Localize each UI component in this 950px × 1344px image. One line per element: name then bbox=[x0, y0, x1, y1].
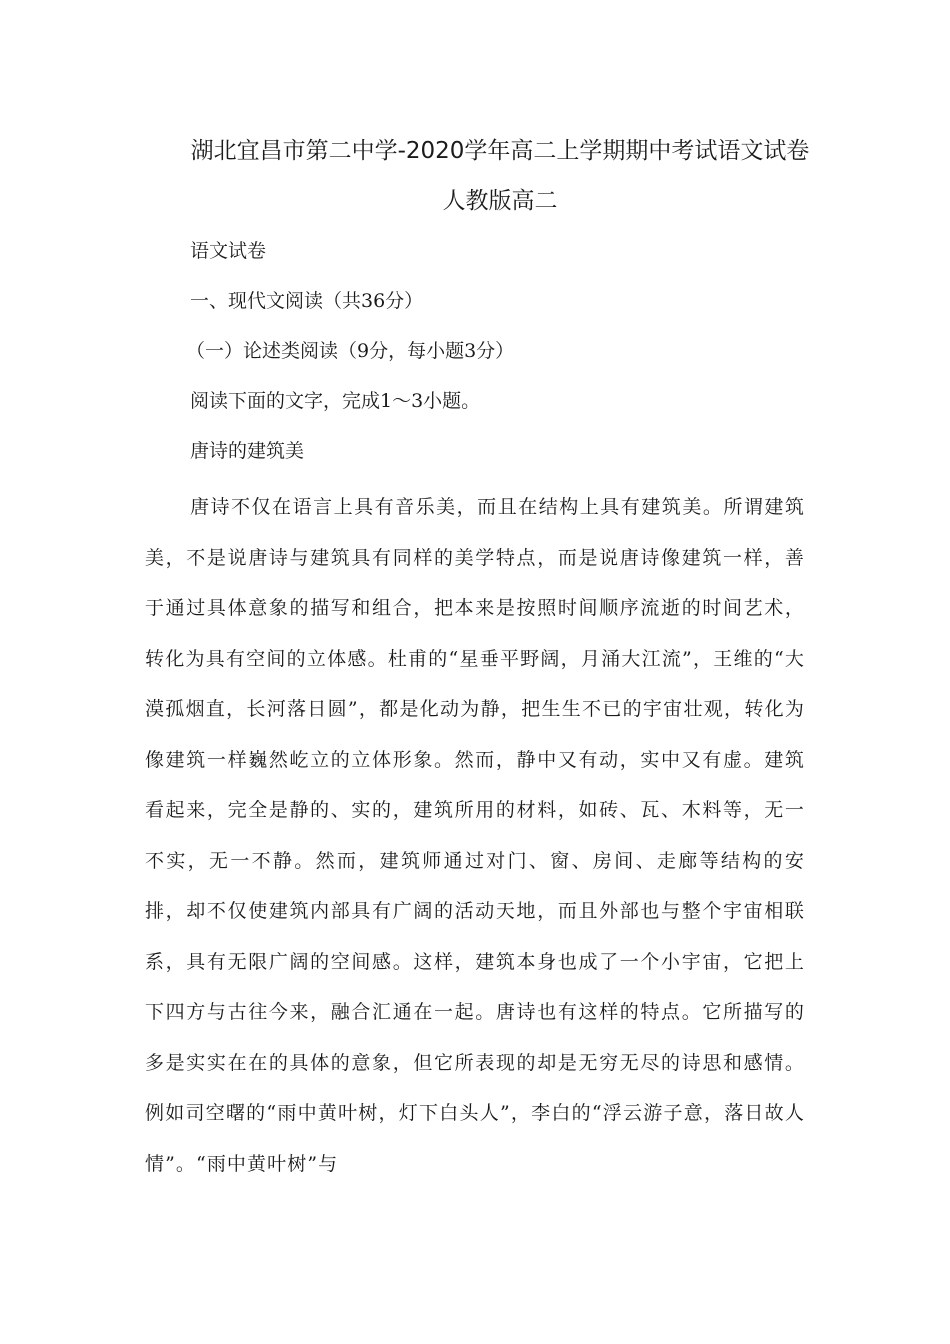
article-title: 唐诗的建筑美 bbox=[190, 440, 305, 462]
reading-instruction: 阅读下面的文字，完成1～3小题。 bbox=[190, 390, 481, 412]
section-heading: 一、现代文阅读（共36分） bbox=[190, 290, 424, 312]
article-paragraph: 唐诗不仅在语言上具有音乐美，而且在结构上具有建筑美。所谓建筑美，不是说唐诗与建筑具有同样的美学特点，而是说唐诗像建筑一样，善于通过具体意象的描写和组合，把本来是按照时间顺序流逝的时间艺术，转化为具有空间的立体感。杜甫的“星垂平野阔，月涌大江流”，王维的“大漠孤烟直，长河落日圆”，都是化动为静，把生生不已的宇宙壮观，转化为像建筑一样巍然屹立的立体形象。然而，静中又有动，实中又有虚。建筑看起来，完全是静的、实的，建筑所用的材料，如砖、瓦、木料等，无一不实，无一不静。然而，建筑师通过对门、窗、房间、走廊等结构的安排，却不仅使建筑内部具有广阔的活动天地，而且外部也与整个宇宙相联系，具有无限广阔的空间感。这样，建筑本身也成了一个小宇宙，它把上下四方与古往今来，融合汇通在一起。唐诗也有这样的特点。它所描写的多是实实在在的具体的意象，但它所表现的却是无穷无尽的诗思和感情。例如司空曙的“雨中黄叶树，灯下白头人”，李白的“浮云游子意，落日故人情”。“雨中黄叶树”与 bbox=[145, 496, 805, 1175]
document-title: 湖北宜昌市第二中学-2020学年高二上学期期中考试语文试卷 bbox=[190, 138, 810, 164]
document-subtitle: 人教版高二 bbox=[442, 188, 558, 214]
exam-heading: 语文试卷 bbox=[190, 240, 267, 262]
subsection-heading: （一）论述类阅读（9分，每小题3分） bbox=[186, 340, 515, 362]
